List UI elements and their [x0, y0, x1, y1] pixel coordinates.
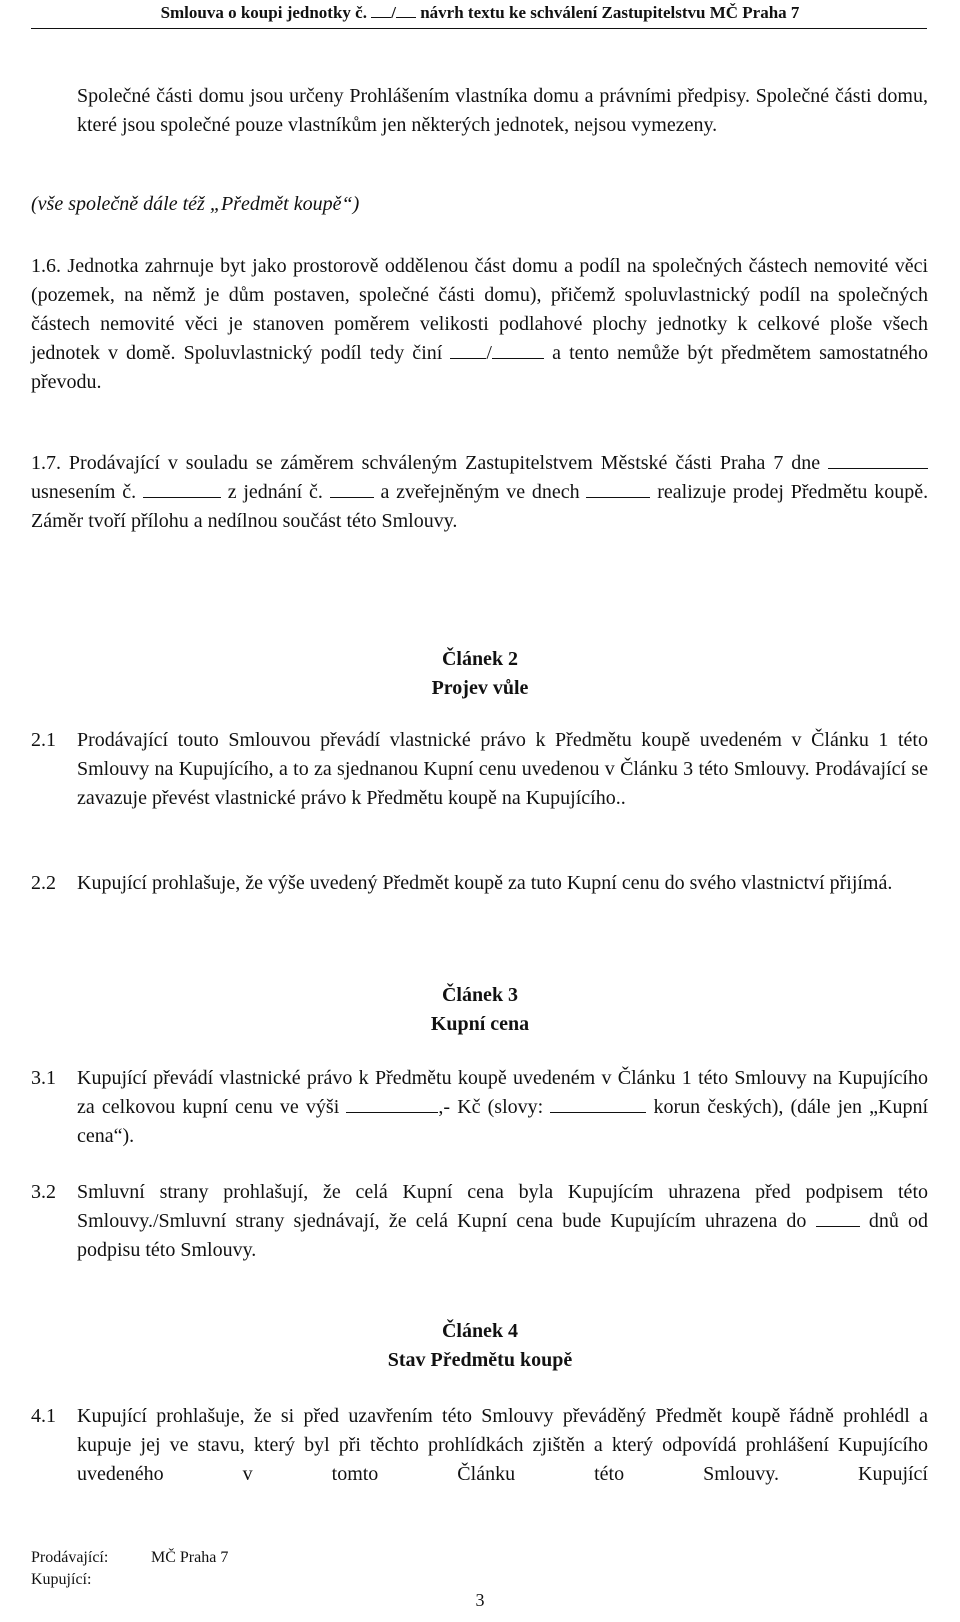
- article-3-title: Článek 3: [441, 984, 519, 1006]
- publication-date-blank: [586, 479, 650, 498]
- paragraph-1-7-number: 1.7.: [31, 452, 61, 474]
- paragraph-3-2-text-b: dnů od podpisu této Smlouvy.: [77, 1210, 929, 1261]
- share-denominator-blank: [492, 340, 544, 359]
- buyer-label: Kupující:: [31, 1571, 92, 1588]
- paragraph-3-2-number: 3.2: [31, 1181, 56, 1203]
- paragraph-1-6: [31, 252, 928, 397]
- paragraph-2-1-text: Prodávající touto Smlouvou převádí vlastnické právo k Předmětu koupě uvedeném v Článku 1 této Smlouvy na Kupujícího, a to za sjednanou Kupní cenu uvedenou v Článku 3 této Smlouvy. Prodávající se zavazuje převést vlastnické právo k Předmětu koupě na Kupujícího..: [77, 729, 928, 809]
- paragraph-3-2-text-a: Smluvní strany prohlašují, že celá Kupní cena byla Kupujícím uhrazena před podpisem této Smlouvy./Smluvní strany sjednávají, že celá Kupní cena bude Kupujícím uhrazena do: [77, 1181, 928, 1232]
- paragraph-3-1-text-a: Kupující převádí vlastnické právo k Předmětu koupě uvedeném v Článku 1 této Smlouvy na Kupujícího za celkovou kupní cenu ve výši: [77, 1067, 928, 1118]
- paragraph-2-2: [31, 869, 928, 898]
- seller-value: MČ Praha 7: [151, 1549, 229, 1566]
- paragraph-1-6-text-b: a tento nemůže být předmětem samostatného převodu.: [31, 342, 929, 393]
- common-parts-paragraph: Společné části domu jsou určeny Prohlášením vlastníka domu a právními předpisy. Společné části domu, které jsou společné pouze vlastníkům jen některých jednotek, nejsou vymezeny.: [77, 85, 928, 136]
- paragraph-3-1: [31, 1064, 928, 1151]
- paragraph-1-6-text-a: Jednotka zahrnuje byt jako prostorově oddělenou část domu a podíl na společných částech nemovité věci (pozemek, na němž je dům postaven, společné části domu), přičemž spoluvlastnický podíl na společných částech nemovité věci je stanoven poměrem velikosti podlahové plochy jednotky k celkové ploše všech jednotek v domě. Spoluvlastnický podíl tedy činí: [31, 255, 929, 364]
- header-suffix: návrh textu ke schválení Zastupitelstvu MČ Praha 7: [420, 3, 800, 22]
- article-2-title: Článek 2: [441, 648, 519, 670]
- paragraph-2-1-number: 2.1: [31, 729, 56, 751]
- meeting-number-blank: [330, 479, 374, 498]
- paragraph-1-7-text-b: usnesením č.: [31, 481, 137, 503]
- price-amount-blank: [346, 1094, 438, 1113]
- paragraph-4-1-text: Kupující prohlašuje, že si před uzavřením této Smlouvy převáděný Předmět koupě řádně prohlédl a kupuje jej ve stavu, který byl při těchto prohlídkách zjištěn a který odpovídá prohlášení Kupujícího uvedeného v tomto Článku této Smlouvy. Kupující: [77, 1405, 928, 1485]
- paragraph-1-7-text-c: z jednání č.: [227, 481, 323, 503]
- date-blank: [828, 450, 928, 469]
- paragraph-2-2-number: 2.2: [31, 872, 56, 894]
- subject-definition: (vše společně dále též „Předmět koupě“): [31, 193, 360, 215]
- paragraph-1-7-text-a: Prodávající v souladu se záměrem schváleným Zastupitelstvem Městské části Praha 7 dne: [68, 452, 821, 474]
- page-footer: [31, 1547, 228, 1591]
- price-in-words-blank: [550, 1094, 646, 1113]
- page-header: [0, 2, 960, 24]
- share-slash: /: [486, 342, 492, 364]
- paragraph-1-7-text-e: realizuje prodej Předmětu koupě. Záměr tvoří přílohu a nedílnou součást této Smlouvy.: [31, 481, 929, 532]
- resolution-number-blank: [143, 479, 221, 498]
- article-4-title: Článek 4: [441, 1320, 519, 1342]
- paragraph-4-1-number: 4.1: [31, 1405, 56, 1427]
- paragraph-3-1-text-b: ,- Kč (slovy:: [438, 1096, 544, 1118]
- article-4-subtitle: Stav Předmětu koupě: [387, 1349, 573, 1371]
- paragraph-1-7: [31, 449, 928, 536]
- paragraph-1-7-text-d: a zveřejněným ve dnech: [380, 481, 580, 503]
- article-3-subtitle: Kupní cena: [430, 1013, 530, 1035]
- header-divider: [31, 28, 927, 29]
- paragraph-1-6-number: 1.6.: [31, 255, 61, 277]
- paragraph-2-2-text: Kupující prohlašuje, že výše uvedený Předmět koupě za tuto Kupní cenu do svého vlastnictví přijímá.: [77, 872, 893, 894]
- paragraph-3-1-text-c: korun českých), (dále jen „Kupní cena“).: [77, 1096, 929, 1147]
- paragraph-3-2: [31, 1178, 928, 1265]
- header-blank-1: [371, 3, 391, 18]
- seller-label: Prodávající:: [31, 1549, 109, 1566]
- article-2-subtitle: Projev vůle: [431, 677, 529, 699]
- share-numerator-blank: [450, 340, 486, 359]
- header-blank-2: [396, 3, 416, 18]
- paragraph-3-1-number: 3.1: [31, 1067, 56, 1089]
- page-number: 3: [475, 1590, 485, 1610]
- header-slash: /: [391, 3, 396, 22]
- paragraph-2-1: [31, 726, 928, 813]
- paragraph-4-1: [31, 1402, 928, 1489]
- payment-days-blank: [816, 1208, 860, 1227]
- header-prefix: Smlouva o koupi jednotky č.: [160, 3, 367, 22]
